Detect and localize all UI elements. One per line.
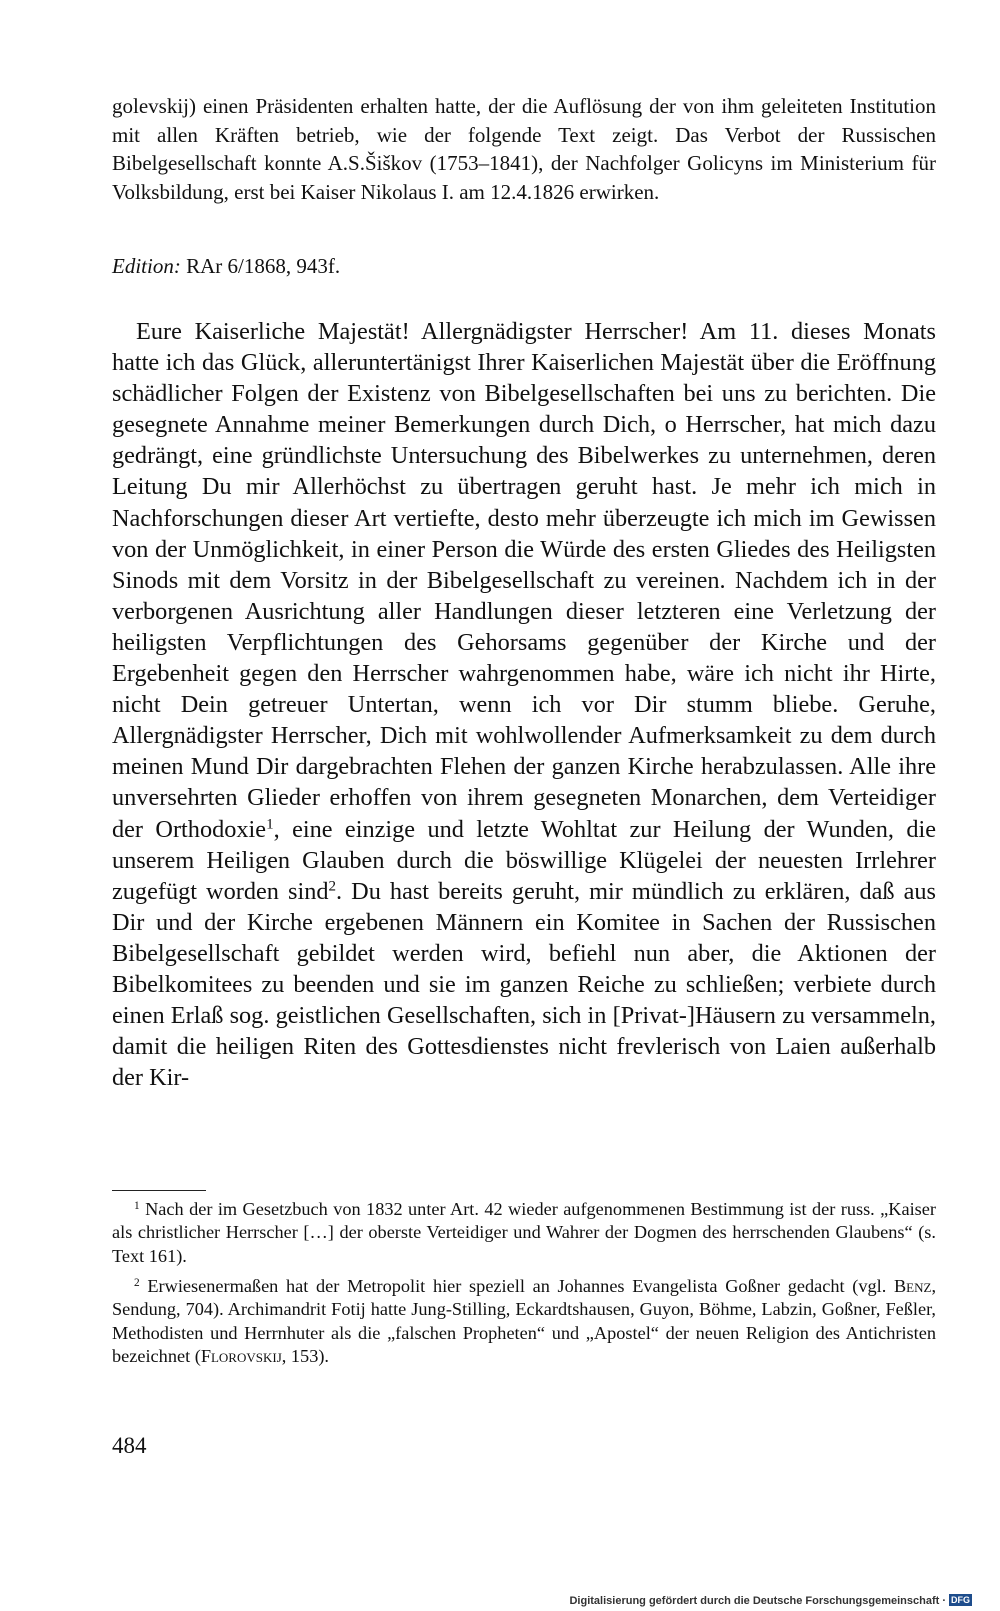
footnote-ref-1[interactable]: 1 [266,816,274,833]
edition-value: RAr 6/1868, 943f. [186,254,341,278]
footnote-ref-2[interactable]: 2 [328,878,337,895]
page-number: 484 [112,1433,147,1458]
footnote-1-text: Nach der im Gesetzbuch von 1832 unter Art. 42 wieder aufgenommenen Bestimmung ist der russ. „Kaiser als christlicher Herrscher […] der oberste Verteidiger und Wahrer der Dogmen des herrschenden Glaubens“ (s. Text 161). [112,1199,936,1266]
footnote-1-number: 1 [134,1199,140,1212]
intro-text: golevskij) einen Präsidenten erhalten hatte, der die Auflösung der von ihm geleiteten Institution mit allen Kräften betrieb, wie der folgende Text zeigt. Das Verbot der Russischen Bibelgesellschaft konnte A.S.Šiškov (1753–1841), der Nachfolger Golicyns im Ministerium für Volksbildung, erst bei Kaiser Nikolaus I. am 12.4.1826 erwirken. [112,94,936,204]
main-text-part-2: , eine einzige und letzte Wohltat zur Heilung der Wunden, die unserem Heiligen Glauben durch die böswillige Klügelei der neuesten Irrlehrer zugefügt worden sind [112,815,937,905]
footnote-2 [112,1275,936,1369]
edition-line [112,252,936,280]
footnote-2-text-c: , 153). [281,1346,329,1367]
footnote-separator [112,1190,206,1191]
credit-text: Digitalisierung gefördert durch die Deutsche Forschungsgemeinschaft · [569,1595,946,1607]
footnote-2-author-benz: Benz [893,1276,932,1296]
main-text-paragraph [112,316,936,1093]
footnote-2-text-b: , Sendung, 704). Archimandrit Fotij hatte Jung-Stilling, Eckardtshausen, Guyon, Böhme, Labzin, Goßner, Feßler, Methodisten und Herrnhuter als die „falschen Propheten“ und „Apostel“ der neuen Religion des Antichristen bezeichnet ( [112,1276,937,1367]
footnote-2-number: 2 [134,1276,140,1289]
footnote-2-text-a: Erwiesenermaßen hat der Metropolit hier speziell an Johannes Evangelista Goßner gedacht (vgl. [147,1276,894,1296]
digitization-credit [569,1594,972,1608]
footnote-2-author-florovskij: Florovskij [200,1346,282,1367]
intro-paragraph [112,92,936,206]
main-text-part-3: . Du hast bereits geruht, mir mündlich zu erklären, daß aus Dir und der Kirche ergebenen Männern ein Komitee in Sachen der Russischen Bibelgesellschaft gebildet werden wird, befiehl nun aber, die Aktionen der Bibelkomitees zu beenden und sie im ganzen Reiche zu schließen; verbiete durch einen Erlaß sog. geistlichen Gesellschaften, sich in [Privat-]Häusern zu versammeln, damit die heiligen Riten des Gottesdienstes nicht frevlerisch von Laien außerhalb der Kir- [112,877,936,1092]
main-text-part-1: Eure Kaiserliche Majestät! Allergnädigster Herrscher! Am 11. dieses Monats hatte ich das Glück, alleruntertänigst Ihrer Kaiserlichen Majestät über die Eröffnung schädlicher Folgen der Existenz von Bibelgesellschaften bei uns zu berichten. Die gesegnete Annahme meiner Bemerkungen durch Dich, o Herrscher, hat mich dazu gedrängt, eine gründlichste Untersuchung des Bibelwerkes zu unternehmen, deren Leitung Du mir Allerhöchst zu übertragen geruht hast. Je mehr ich mich in Nachforschungen dieser Art vertiefte, desto mehr überzeugte ich mich im Gewissen von der Unmöglichkeit, in einer Person die Würde des ersten Gliedes des Heiligsten Sinods mit dem Vorsitz in der Bibelgesellschaft zu vereinen. Nachdem ich in der verborgenen Ausrichtung aller Handlungen dieser letzteren eine Verletzung der heiligsten Verpflichtungen des Gehorsams gegenüber der Kirche und der Ergebenheit gegen den Herrscher wahrgenommen habe, wäre ich nicht ihr Hirte, nicht Dein getreuer Untertan, wenn ich vor Dir stumm bliebe. Geruhe, Allergnädigster Herrscher, Dich mit wohlwollender Aufmerksamkeit zu dem durch meinen Mund Dir dargebrachten Flehen der ganzen Kirche herabzulassen. Alle ihre unversehrten Glieder erhoffen von ihrem gesegneten Monarchen, dem Verteidiger der Orthodoxie [112,318,936,843]
dfg-logo: DFG [951,1595,970,1605]
edition-label: Edition: [112,254,181,278]
footnote-1 [112,1198,936,1268]
